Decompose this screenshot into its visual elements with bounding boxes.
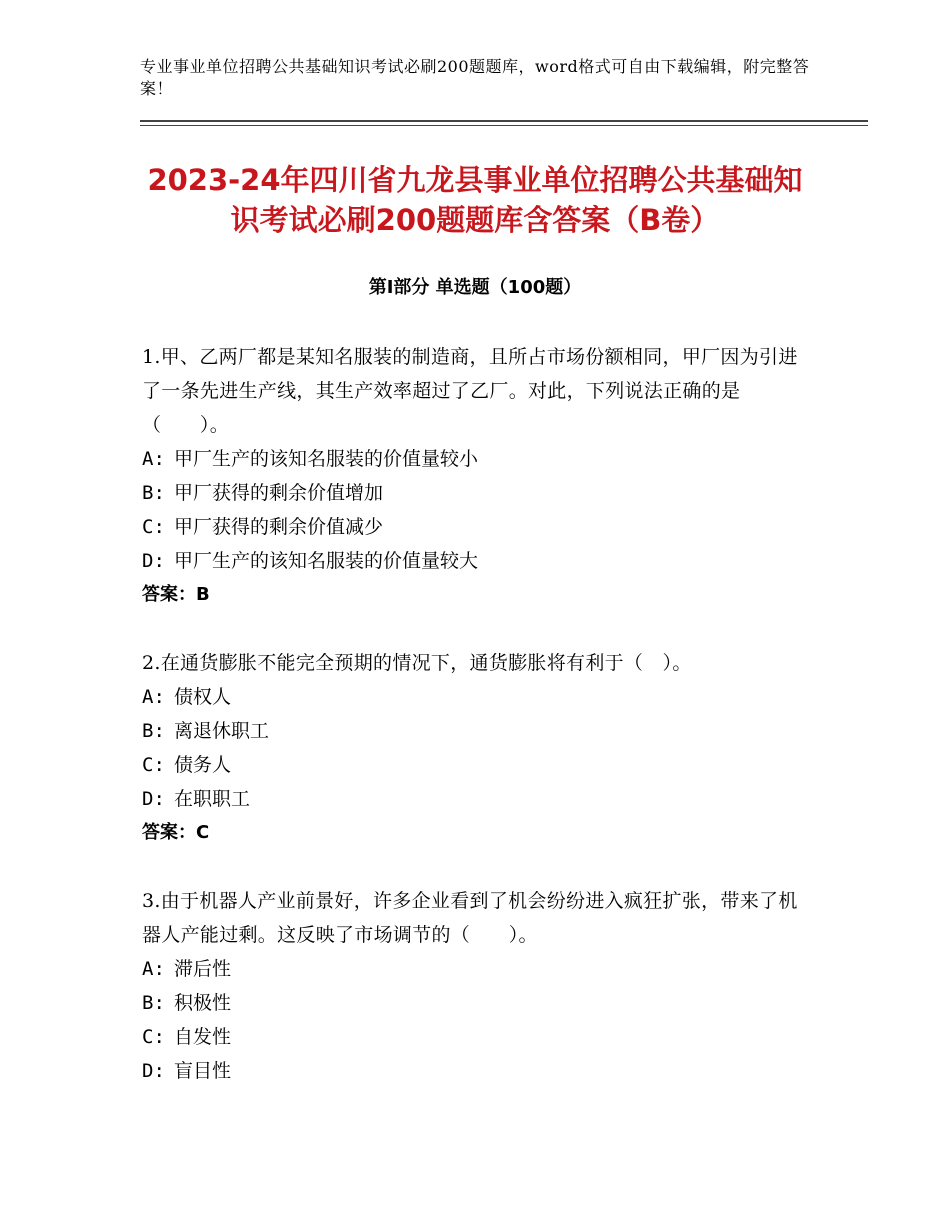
- option-letter: C:: [142, 1026, 165, 1048]
- option-text: 滞后性: [174, 958, 232, 980]
- question-1: [142, 340, 802, 612]
- option-letter: A:: [142, 686, 165, 708]
- option-letter: C:: [142, 516, 165, 538]
- answer-line: 答案：B: [142, 584, 210, 605]
- header-rule-thin: [140, 125, 868, 126]
- header-note: 专业事业单位招聘公共基础知识考试必刷200题题库，word格式可自由下载编辑，附完整答案！: [140, 57, 810, 98]
- option-text: 盲目性: [174, 1060, 232, 1082]
- option-text: 甲厂获得的剩余价值增加: [174, 482, 384, 504]
- option-d: [142, 544, 802, 578]
- option-text: 债权人: [174, 686, 232, 708]
- option-text: 积极性: [174, 992, 232, 1014]
- question-2: [142, 646, 802, 850]
- option-b: [142, 986, 802, 1020]
- option-letter: A:: [142, 448, 165, 470]
- option-letter: D:: [142, 550, 165, 572]
- option-letter: B:: [142, 720, 165, 742]
- option-text: 甲厂生产的该知名服装的价值量较小: [174, 448, 479, 470]
- option-c: [142, 510, 802, 544]
- option-letter: C:: [142, 754, 165, 776]
- option-letter: A:: [142, 958, 165, 980]
- option-letter: B:: [142, 992, 165, 1014]
- option-text: 自发性: [174, 1026, 232, 1048]
- question-3: [142, 884, 802, 1088]
- option-text: 债务人: [174, 754, 232, 776]
- option-text: 在职职工: [174, 788, 251, 810]
- header-rule-thick: [140, 120, 868, 122]
- option-letter: D:: [142, 788, 165, 810]
- option-letter: B:: [142, 482, 165, 504]
- document-title: 2023-24年四川省九龙县事业单位招聘公共基础知识考试必刷200题题库含答案（B卷）: [147, 163, 803, 237]
- option-d: [142, 1054, 802, 1088]
- answer-line: 答案：C: [142, 822, 210, 843]
- option-letter: D:: [142, 1060, 165, 1082]
- option-b: [142, 714, 802, 748]
- option-a: [142, 952, 802, 986]
- option-a: [142, 680, 802, 714]
- option-b: [142, 476, 802, 510]
- question-stem: 1.甲、乙两厂都是某知名服装的制造商，且所占市场份额相同，甲厂因为引进了一条先进生产线，其生产效率超过了乙厂。对此，下列说法正确的是（ ）。: [142, 346, 798, 436]
- section-heading: 第Ⅰ部分 单选题（100题）: [368, 277, 582, 298]
- option-c: [142, 1020, 802, 1054]
- question-list: [142, 340, 802, 1122]
- option-c: [142, 748, 802, 782]
- option-a: [142, 442, 802, 476]
- option-text: 甲厂获得的剩余价值减少: [174, 516, 384, 538]
- question-stem: 3.由于机器人产业前景好，许多企业看到了机会纷纷进入疯狂扩张，带来了机器人产能过剩。这反映了市场调节的（ ）。: [142, 890, 798, 946]
- option-text: 离退休职工: [174, 720, 270, 742]
- option-d: [142, 782, 802, 816]
- option-text: 甲厂生产的该知名服装的价值量较大: [174, 550, 479, 572]
- question-stem: 2.在通货膨胀不能完全预期的情况下，通货膨胀将有利于（ ）。: [142, 652, 692, 674]
